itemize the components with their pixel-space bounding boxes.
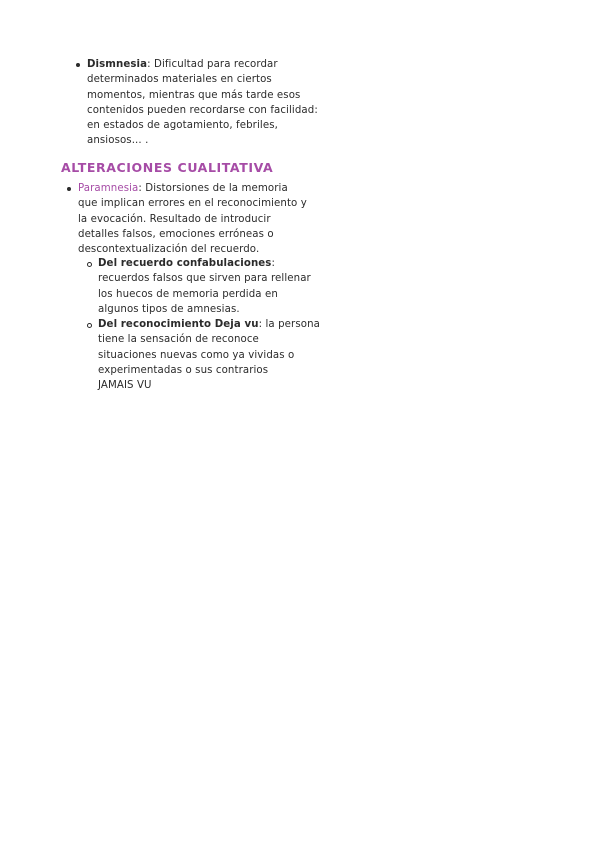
dejavu-line-1: Del reconocimiento Deja vu: la persona xyxy=(98,319,320,330)
paramnesia-line-1: Paramnesia: Distorsiones de la memoria xyxy=(78,183,288,194)
dismnesia-term: Dismnesia xyxy=(87,59,148,70)
confabulaciones-line-1: Del recuerdo confabulaciones: xyxy=(98,258,276,269)
dejavu-term: Del reconocimiento Deja vu xyxy=(98,319,259,330)
dismnesia-item xyxy=(87,57,318,149)
dismnesia-line-6: ansiosos... . xyxy=(87,135,149,147)
dejavu-line-3: situaciones nuevas como ya vividas o xyxy=(98,349,295,361)
confabulaciones-line-4: algunos tipos de amnesias. xyxy=(98,303,240,315)
confabulaciones-line-2: recuerdos falsos que sirven para rellenar xyxy=(98,273,311,285)
paramnesia-line-2: que implican errores en el reconocimiento y xyxy=(78,198,307,210)
dismnesia-line-5: en estados de agotamiento, febriles, xyxy=(87,120,278,132)
confabulaciones-line-3: los huecos de memoria perdida en xyxy=(98,288,278,300)
dismnesia-line-3: momentos, mientras que más tarde esos xyxy=(87,89,301,101)
paramnesia-term: Paramnesia xyxy=(78,183,139,194)
confabulaciones-item xyxy=(98,256,311,317)
dejavu-line-2: tiene la sensación de reconoce xyxy=(98,334,259,346)
bullet-ring-icon xyxy=(87,323,92,328)
dejavu-line-4: experimentadas o sus contrarios xyxy=(98,364,269,376)
dismnesia-line-1: Dismnesia: Dificultad para recordar xyxy=(87,59,278,70)
dejavu-item xyxy=(98,317,320,393)
confabulaciones-term: Del recuerdo confabulaciones xyxy=(98,258,272,269)
paramnesia-item xyxy=(78,181,307,257)
bullet-disc-icon xyxy=(76,63,80,67)
dejavu-line-5: JAMAIS VU xyxy=(98,380,152,392)
dismnesia-line-2: determinados materiales en ciertos xyxy=(87,74,272,86)
dismnesia-line-4: contenidos pueden recordarse con facilidad: xyxy=(87,104,318,116)
bullet-disc-icon xyxy=(67,187,71,191)
paramnesia-line-3: la evocación. Resultado de introducir xyxy=(78,213,271,225)
bullet-ring-icon xyxy=(87,262,92,267)
section-title: ALTERACIONES CUALITATIVA xyxy=(61,160,274,175)
paramnesia-line-5: descontextualización del recuerdo. xyxy=(78,244,260,256)
paramnesia-line-4: detalles falsos, emociones erróneas o xyxy=(78,228,274,240)
